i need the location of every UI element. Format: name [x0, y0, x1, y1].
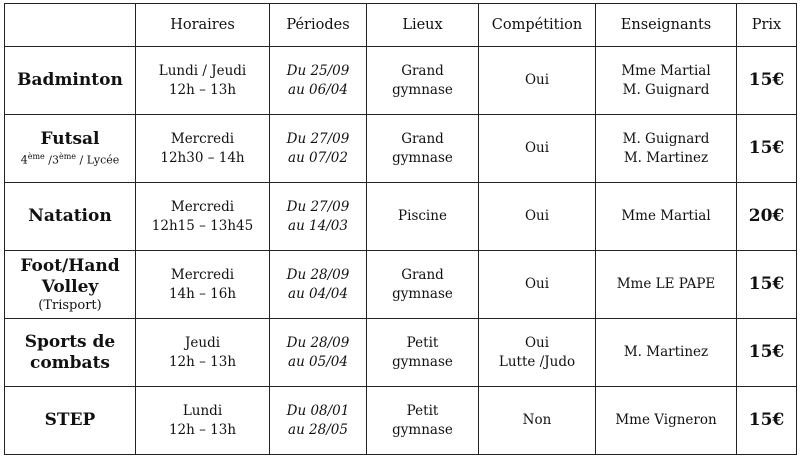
- horaires-days: Jeudi: [184, 334, 221, 351]
- teacher-name: M. Guignard: [622, 130, 710, 147]
- periodes-cell: [270, 115, 367, 183]
- competition-cell: [479, 47, 596, 115]
- lieu-line: Grand: [401, 62, 444, 79]
- horaires-days: Mercredi: [170, 130, 235, 147]
- table-row: [5, 319, 797, 387]
- periodes-cell: [270, 47, 367, 115]
- header-competition: Compétition: [479, 4, 596, 47]
- prix-cell: [737, 115, 797, 183]
- teacher-name: M. Guignard: [622, 81, 710, 98]
- lieux-cell: [367, 319, 479, 387]
- sport-name: Futsal: [40, 129, 100, 150]
- lieu-line: Piscine: [398, 208, 447, 224]
- enseignants-cell: [596, 47, 737, 115]
- horaires-days: Mercredi: [170, 198, 235, 215]
- horaires-cell: [136, 251, 270, 319]
- price-value: 15€: [748, 137, 785, 158]
- periodes-cell: [270, 387, 367, 455]
- teacher-name: Mme Martial: [621, 62, 711, 79]
- horaires-cell: [136, 319, 270, 387]
- competition-value: Oui: [524, 334, 550, 351]
- lieu-line: Petit: [406, 334, 439, 351]
- competition-cell: [479, 115, 596, 183]
- sport-name-line: Sports de: [24, 331, 116, 352]
- lieu-line: gymnase: [392, 353, 453, 370]
- competition-cell: [479, 183, 596, 251]
- header-periodes: Périodes: [270, 4, 367, 47]
- competition-cell: [479, 319, 596, 387]
- lieux-cell: [367, 115, 479, 183]
- table-row: [5, 47, 797, 115]
- teacher-name: Mme LE PAPE: [616, 276, 716, 292]
- table-row: [5, 251, 797, 319]
- horaires-time: 12h – 13h: [168, 353, 237, 370]
- lieux-cell: [367, 387, 479, 455]
- period-start: Du 27/09: [286, 198, 350, 215]
- teacher-name: M. Martinez: [623, 149, 709, 166]
- horaires-time: 12h – 13h: [168, 81, 237, 98]
- price-value: 15€: [748, 69, 785, 90]
- header-empty: [5, 4, 136, 47]
- prix-cell: [737, 319, 797, 387]
- enseignants-cell: [596, 319, 737, 387]
- table-row: [5, 115, 797, 183]
- sport-cell: [5, 183, 136, 251]
- price-value: 20€: [748, 205, 785, 226]
- sport-name-line: Foot/Hand: [20, 255, 120, 276]
- competition-detail: Lutte /Judo: [498, 353, 576, 370]
- competition-value: Oui: [524, 140, 550, 156]
- period-end: au 06/04: [288, 81, 348, 98]
- price-value: 15€: [748, 341, 785, 362]
- price-value: 15€: [748, 409, 785, 430]
- period-end: au 14/03: [288, 217, 348, 234]
- horaires-cell: [136, 183, 270, 251]
- activities-table: [4, 3, 797, 455]
- sport-levels: 4ème /3ème / Lycée: [20, 152, 120, 167]
- horaires-time: 12h – 13h: [168, 421, 237, 438]
- lieux-cell: [367, 47, 479, 115]
- period-start: Du 28/09: [286, 334, 350, 351]
- lieux-cell: [367, 251, 479, 319]
- competition-value: Oui: [524, 72, 550, 88]
- enseignants-cell: [596, 251, 737, 319]
- competition-value: Oui: [524, 276, 550, 292]
- competition-cell: [479, 251, 596, 319]
- price-value: 15€: [748, 273, 785, 294]
- periodes-cell: [270, 183, 367, 251]
- enseignants-cell: [596, 115, 737, 183]
- lieux-cell: [367, 183, 479, 251]
- horaires-days: Lundi / Jeudi: [158, 62, 247, 79]
- prix-cell: [737, 47, 797, 115]
- horaires-time: 12h30 – 14h: [160, 149, 245, 166]
- horaires-time: 12h15 – 13h45: [151, 217, 254, 234]
- enseignants-cell: [596, 183, 737, 251]
- sport-name-line: combats: [29, 352, 110, 373]
- teacher-name: Mme Martial: [621, 208, 711, 224]
- lieu-line: gymnase: [392, 285, 453, 302]
- period-start: Du 28/09: [286, 266, 350, 283]
- horaires-cell: [136, 387, 270, 455]
- sport-note: (Trisport): [38, 297, 102, 313]
- sport-cell: [5, 387, 136, 455]
- table-row: [5, 183, 797, 251]
- sport-name: Natation: [28, 206, 112, 226]
- lieu-line: gymnase: [392, 421, 453, 438]
- prix-cell: [737, 387, 797, 455]
- sport-cell: [5, 251, 136, 319]
- teacher-name: Mme Vigneron: [615, 412, 717, 428]
- period-end: au 05/04: [288, 353, 348, 370]
- horaires-time: 14h – 16h: [168, 285, 237, 302]
- lieu-line: Petit: [406, 402, 439, 419]
- enseignants-cell: [596, 387, 737, 455]
- sport-cell: [5, 47, 136, 115]
- lieu-line: Grand: [401, 130, 444, 147]
- competition-value: Non: [522, 412, 552, 428]
- horaires-days: Lundi: [182, 402, 223, 419]
- sport-name: Badminton: [17, 70, 123, 90]
- competition-value: Oui: [524, 208, 550, 224]
- period-end: au 04/04: [288, 285, 348, 302]
- horaires-cell: [136, 47, 270, 115]
- period-end: au 07/02: [288, 149, 348, 166]
- period-end: au 28/05: [288, 421, 348, 438]
- header-row: [5, 4, 797, 47]
- sport-name: STEP: [44, 410, 96, 430]
- sport-name-line: Volley: [41, 276, 99, 297]
- competition-cell: [479, 387, 596, 455]
- sport-cell: [5, 115, 136, 183]
- lieu-line: gymnase: [392, 81, 453, 98]
- period-start: Du 25/09: [286, 62, 350, 79]
- period-start: Du 27/09: [286, 130, 350, 147]
- lieu-line: Grand: [401, 266, 444, 283]
- horaires-cell: [136, 115, 270, 183]
- periodes-cell: [270, 319, 367, 387]
- sport-cell: [5, 319, 136, 387]
- horaires-days: Mercredi: [170, 266, 235, 283]
- lieu-line: gymnase: [392, 149, 453, 166]
- periodes-cell: [270, 251, 367, 319]
- header-horaires: Horaires: [136, 4, 270, 47]
- prix-cell: [737, 183, 797, 251]
- period-start: Du 08/01: [286, 402, 350, 419]
- table-row: [5, 387, 797, 455]
- header-lieux: Lieux: [367, 4, 479, 47]
- header-enseignants: Enseignants: [596, 4, 737, 47]
- prix-cell: [737, 251, 797, 319]
- header-prix: Prix: [737, 4, 797, 47]
- teacher-name: M. Martinez: [623, 344, 709, 360]
